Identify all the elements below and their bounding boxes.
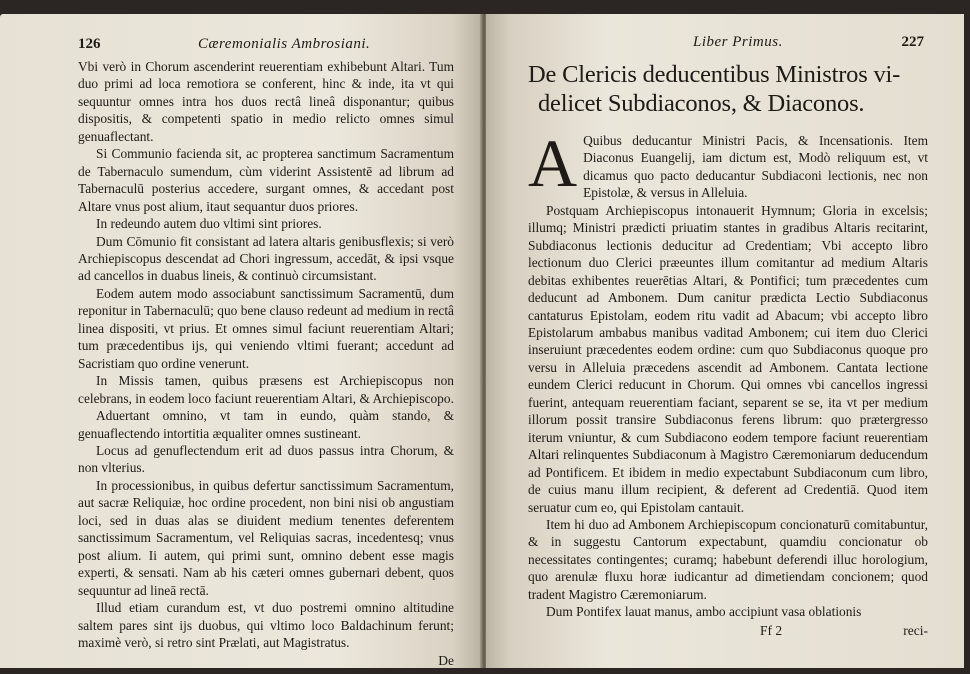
chapter-title-line-2: delicet Subdiaconos, & Diaconos. xyxy=(538,90,865,117)
chapter-title-line-1: De Clericis deducentibus Ministros vi- xyxy=(528,61,901,88)
paragraph: Vbi verò in Chorum ascenderint reuerentiam exhibebunt Altari. Tum duo primi ad loca remotiora se conferent, hinc & inde, ita vt qui sequuntur omnes intra hos duos rectâ lineâ disponantur; quibus dispositis, & competenti spatio in medio relicto omnes simul genuaflectant. xyxy=(78,59,454,144)
right-page-header xyxy=(528,34,928,56)
left-page-header xyxy=(78,36,454,58)
chapter-title xyxy=(528,60,928,118)
paragraph: Locus ad genuflectendum erit ad duos passus intra Chorum, & non vlterius. xyxy=(78,442,454,476)
paragraph: Item hi duo ad Ambonem Archiepiscopum concionaturū comitabuntur, & in suggestu Cantorum expectabunt, quamdiu concionatur ob necessitates contingentes; curamq; habebunt deferendi illuc horologium, quo arenulæ fluxu horæ iudicantur ad dimetiendam concionem; quod tradent Magistro Cæremoniarum. xyxy=(528,516,928,602)
paragraph: Postquam Archiepiscopus intonauerit Hymnum; Gloria in excelsis; illumq; Ministri prædicti priuatim stantes in gradibus Altaris recitarint, Subdiaconus lectionis deducitur ad Credentiam; Vbi accepto libro lectionum duo Clerici præeuntes illum comitantur ad medium Altaris debitas exhibentes reuerētias Altari, & Pontifici; tum præcedentes cum deducunt ad Ambonem. Dum canitur prædicta Lectio Subdiaconus cantaturus Epistolam, eodem ritu vadit ad Abacum; vbi accepto libro Epistolarum ambabus manibus vaditad Ambonem; cui item duo Clerici inseruiunt præcedentes eodem ordine: cum quo Subdiaconus quoque pro versu in Alleluia præcedens ascendit ad Ambonem. Cantata lectione eundem Clerici reducunt in Chorum. Qui omnes vbi cancellos ingressi fuerint, antequam reuerentiam faciant, separent se se, ita vt per medium illorum possit transire Subdiaconus ferens librum: quo prætergresso iterum vniuntur, & cum Subdiacono eodem tempore faciunt reuerentiam Altari relinquentes Subdiaconum à Magistro Cæremoniarum deducendum ad Pontificem. Et ibidem in medio expectabunt Subdiaconum cum libro, de cuius manu illum recipient, & deferent ad Credentiā. Quod item seruatur cum eo, qui Epistolam cantauit. xyxy=(528,202,928,515)
right-footer xyxy=(528,621,928,641)
right-page-number: 227 xyxy=(901,34,924,50)
left-page-text xyxy=(78,58,454,651)
left-page-number: 126 xyxy=(78,36,101,52)
right-page-text xyxy=(528,125,928,621)
paragraph: Dum Cōmunio fit consistant ad latera altaris genibusflexis; si verò Archiepiscopus descendat ad Chori ingressum, accedāt, & ipsi vsque ad cancellos in duabus lineis, & continuò circumsistant. xyxy=(78,233,454,284)
drop-cap: A xyxy=(528,125,578,201)
left-catchword: De xyxy=(438,653,454,668)
paragraph: Eodem autem modo associabunt sanctissimum Sacramentū, dum reponitur in Tabernaculū; quo bene clauso redeunt ad medium in rectâ linea dispositi, vt prius. Et omnes simul faciunt reuerentiam Altari; tum præcedentibus ijs, qui veniendo vltimi fuerant; accedunt ad Sacristiam quo ordine venerunt. xyxy=(78,285,454,371)
signature-mark: Ff 2 xyxy=(760,622,783,638)
left-footer xyxy=(78,651,454,668)
right-page xyxy=(486,14,964,668)
right-catchword: reci- xyxy=(903,622,928,638)
paragraph: In processionibus, in quibus defertur sanctissimum Sacramentum, aut sacræ Reliquiæ, hoc ordine procedent, non bini nisi ob angustiam loci, sed in duas alas se diuident medium tenentes deferentem sanctissimum Sacramentum, vel Reliquias sacras, incedentesq; vnus post alium. Ii autem, qui primi sunt, omnino debent esse magis experti, & sensati. Nam ab his cæteri omnes gubernari debent, quos sequuntur ad lineā rectā. xyxy=(78,477,454,598)
paragraph: Illud etiam curandum est, vt duo postremi omnino altitudine saltem pares sint ijs duobus, qui vltimo loco Baldachinum ferunt; maximè verò, si retro sint Prælati, aut Magistratus. xyxy=(78,600,454,650)
first-paragraph: Quibus deducantur Ministri Pacis, & Incensationis. Item Diaconus Euangelij, iam dictum est, Modò reliquum est, vt dicamus quo pacto deducantur Subdiaconi lectionis, nec non Epistolæ, & versus in Alleluia. xyxy=(583,133,928,201)
right-running-title: Liber Primus. xyxy=(693,34,783,50)
left-page xyxy=(0,14,482,668)
paragraph: Dum Pontifex lauat manus, ambo accipiunt vasa oblationis xyxy=(546,604,862,620)
paragraph: In redeundo autem duo vltimi sint priores. xyxy=(96,216,322,232)
paragraph: In Missis tamen, quibus præsens est Archiepiscopus non celebrans, in eodem loco faciunt reuerentiam Altari, & Archiepiscopo. xyxy=(78,373,454,406)
paragraph: Si Communio facienda sit, ac propterea sanctimum Sacramentum de Tabernaculo sumendum, cùm viderint Assistentē ad librum ad Tabernaculū posterius accedere, surgant omnes, & accedant post Altare vnus post alium, itaut sequantur duos priores. xyxy=(78,146,454,214)
paragraph: Aduertant omnino, vt tam in eundo, quàm stando, & genuaflectendo intortitia æqualiter omnes sustineant. xyxy=(78,408,454,441)
left-running-title: Cæremonialis Ambrosiani. xyxy=(198,36,371,52)
